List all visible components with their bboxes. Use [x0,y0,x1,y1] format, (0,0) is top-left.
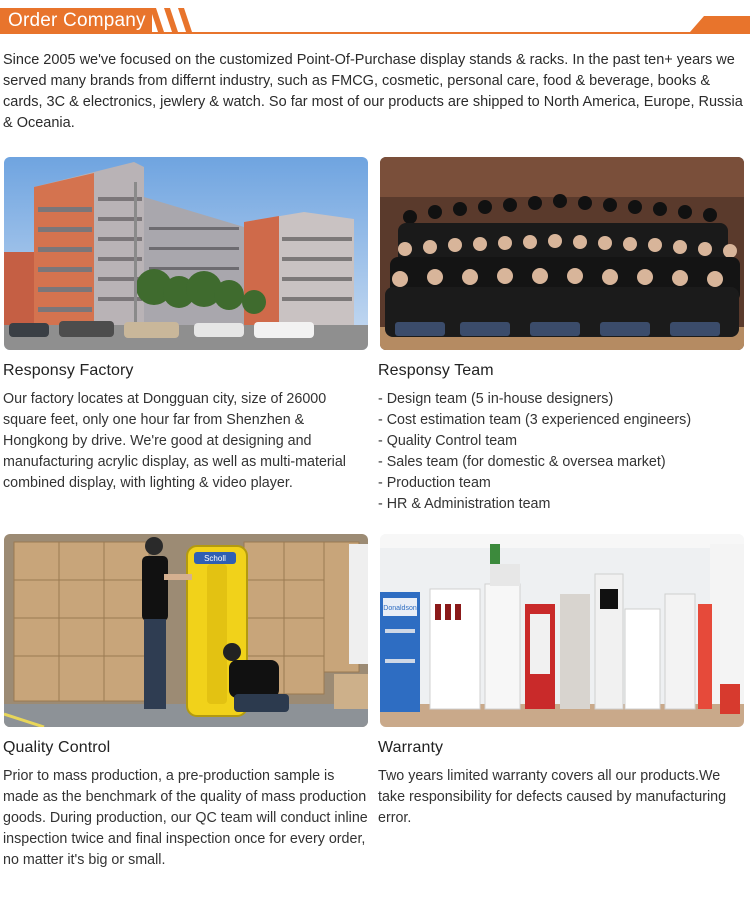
factory-description: Our factory locates at Dongguan city, size of 26000 square feet, only one hour far from Shenzhen & Hongkong by drive. We're good at designing and manufacturing acrylic display, as well as multi-material combined display, with lighting & video player. [3,391,346,491]
quality-control-description: Prior to mass production, a pre-production sample is made as the benchmark of the quality of mass production goods. During production, our QC team will conduct inline inspection twice and final inspection once for every order, no matter it's big or small. [3,768,368,868]
qc-sign-text: Scholl [204,554,226,563]
list-item: - HR & Administration team [378,496,551,512]
header-slash-decoration [164,0,178,34]
page-header [0,0,750,34]
header-slash-decoration [150,0,164,34]
list-item: - Design team (5 in-house designers) [378,391,614,407]
factory-photo [4,157,368,350]
list-item: - Quality Control team [378,433,518,449]
list-item: - Sales team (for domestic & oversea market) [378,454,666,470]
team-title: Responsy Team [378,362,494,379]
team-photo [380,157,744,350]
header-slash-decoration [178,0,192,34]
header-right-tab [690,16,750,32]
warranty-photo [380,534,744,727]
list-item: - Production team [378,475,491,491]
showroom-sign-text: Donaldson [383,605,417,612]
header-title: Order Company [0,8,152,34]
quality-control-photo [4,534,368,727]
warranty-description: Two years limited warranty covers all our products.We take responsibility for defects caused by manufacturing error. [378,768,727,826]
team-list [378,389,744,515]
warranty-title: Warranty [378,739,444,756]
factory-title: Responsy Factory [3,362,134,379]
intro-paragraph: Since 2005 we've focused on the customized Point-Of-Purchase display stands & racks. In the past ten+ years we served many brands from differnt industry, such as FMCG, cosmetic, personal care, food & beverage, books & cards, 3C & electronics, jewlery & watch. So far most of our products are shipped to North America, Europe, Russia & Oceania. [3,52,743,131]
quality-control-title: Quality Control [3,739,111,756]
list-item: - Cost estimation team (3 experienced engineers) [378,412,692,428]
